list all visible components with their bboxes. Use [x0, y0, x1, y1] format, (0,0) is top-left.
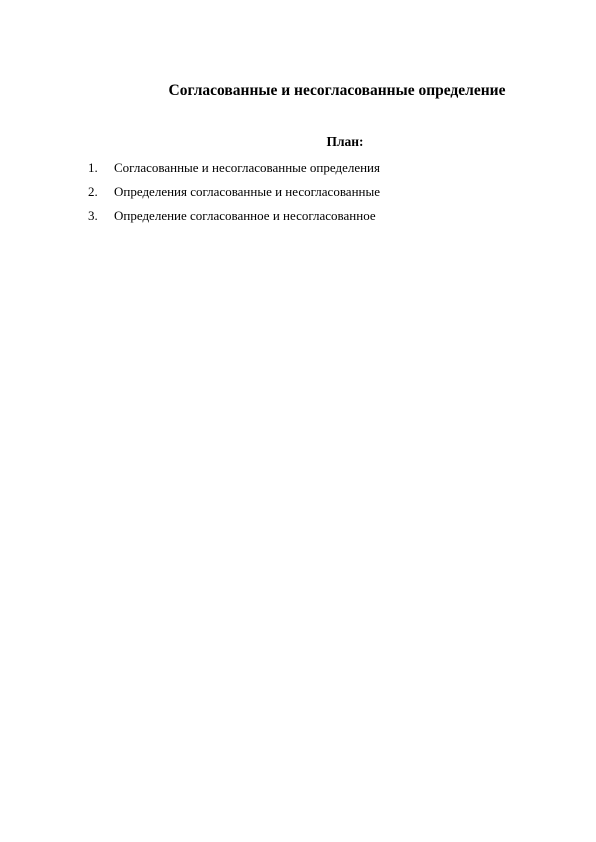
plan-item-text: Согласованные и несогласованные определения	[114, 160, 380, 175]
plan-list	[88, 156, 380, 228]
plan-item	[88, 204, 380, 228]
plan-item-number: 3.	[88, 208, 98, 223]
plan-item-text: Определение согласованное и несогласованное	[114, 208, 376, 223]
document-title: Согласованные и несогласованные определение	[168, 82, 506, 99]
plan-item-number: 1.	[88, 160, 98, 175]
plan-item-text: Определения согласованные и несогласованные	[114, 184, 380, 199]
plan-heading: План:	[326, 134, 364, 149]
plan-item	[88, 180, 380, 204]
plan-item	[88, 156, 380, 180]
plan-item-number: 2.	[88, 184, 98, 199]
